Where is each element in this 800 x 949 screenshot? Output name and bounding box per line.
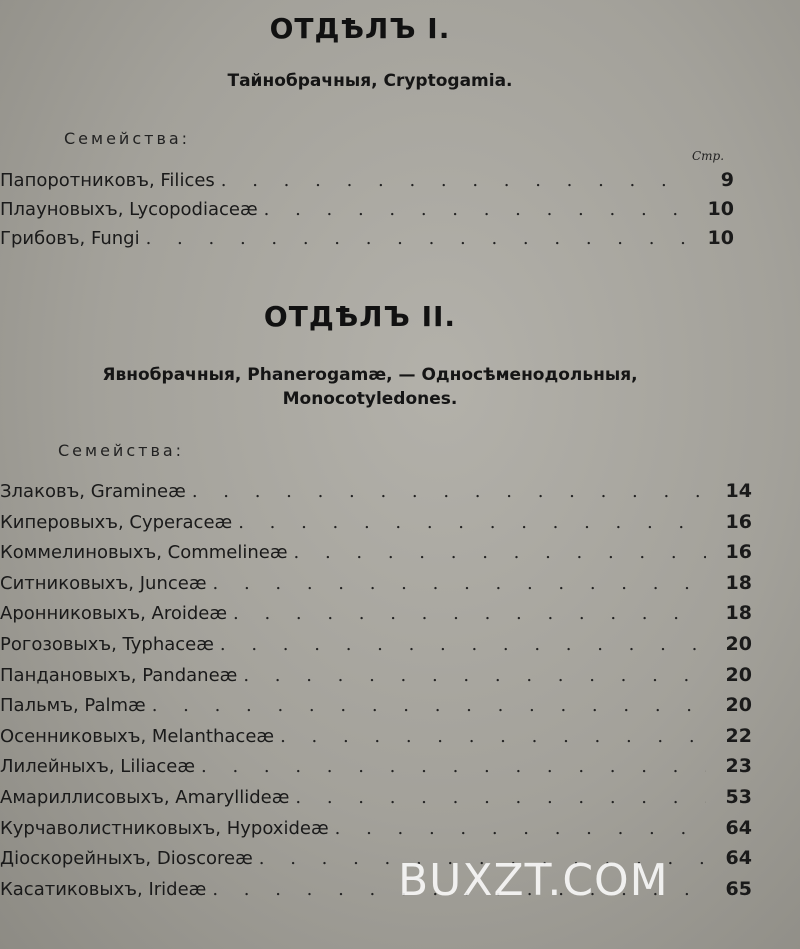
toc-entry-page-number: 20: [725, 633, 752, 655]
toc-entry-page-number: 64: [725, 847, 752, 870]
toc-entry: [0, 480, 752, 502]
toc-entry: [0, 198, 734, 220]
toc-entry: [0, 541, 752, 563]
section-2-families-label: Семейства:: [58, 441, 185, 460]
toc-entry: [0, 694, 752, 716]
toc-entry-page-number: 16: [725, 510, 752, 533]
toc-entry-name: Пандановыхъ, Pandaneæ: [0, 664, 238, 686]
toc-entry-name: Амариллисовыхъ, Amaryllideæ: [0, 787, 290, 808]
toc-entry: [0, 786, 752, 808]
dot-leader: [220, 634, 706, 655]
toc-entry-name: Лилейныхъ, Liliaceæ: [0, 756, 196, 778]
watermark: BUXZT.COM: [398, 855, 669, 906]
toc-entry: [0, 572, 752, 594]
toc-entry-page-number: 23: [725, 755, 752, 778]
toc-entry: [0, 633, 752, 655]
dot-leader: [192, 481, 706, 502]
toc-entry-name: Грибовъ, Fungi: [0, 228, 140, 249]
toc-entry-page-number: 14: [725, 480, 752, 502]
toc-entry: [0, 725, 752, 747]
dot-leader: [264, 199, 688, 220]
toc-entry-name: Пальмъ, Palmæ: [0, 695, 146, 717]
toc-entry-page-number: 16: [725, 541, 752, 564]
toc-entry-name: Осенниковыхъ, Melanthaceæ: [0, 725, 275, 747]
toc-entry-name: Рогозовыхъ, Typhaceæ: [0, 634, 214, 655]
toc-entry-name: Коммелиновыхъ, Commelineæ: [0, 542, 288, 564]
section-1-families-label: Семейства:: [64, 129, 191, 148]
section-1-title: ОТДѢЛЪ I.: [269, 12, 451, 45]
toc-entry-name: Діоскорейныхъ, Dioscoreæ: [0, 848, 253, 870]
toc-entry-page-number: 10: [707, 198, 734, 220]
toc-entry-name: Ситниковыхъ, Junceæ: [0, 572, 207, 594]
toc-entry: [0, 511, 752, 533]
toc-entry-page-number: 18: [725, 571, 752, 594]
toc-entry-page-number: 18: [725, 602, 752, 625]
dot-leader: [294, 542, 706, 563]
section-2-subtitle-line-2: Monocotyledones.: [282, 389, 458, 409]
dot-leader: [295, 787, 706, 808]
toc-entry-name: Злаковъ, Gramineæ: [0, 481, 186, 502]
page-column-label: Стр.: [692, 149, 725, 163]
toc-entry-page-number: 10: [707, 227, 734, 249]
dot-leader: [213, 573, 706, 594]
toc-entry-page-number: 65: [725, 877, 752, 900]
toc-entry-page-number: 20: [725, 663, 752, 686]
toc-entry-name: Папоротниковъ, Filices: [0, 170, 215, 191]
dot-leader: [238, 512, 706, 533]
toc-entry-name: Курчаволистниковыхъ, Hypoxideæ: [0, 817, 329, 839]
dot-leader: [233, 603, 706, 624]
toc-entry-page-number: 64: [725, 816, 752, 839]
toc-entry-page-number: 20: [725, 694, 752, 717]
toc-entry: [0, 602, 752, 624]
dot-leader: [243, 665, 706, 686]
toc-entry: [0, 169, 734, 191]
dot-leader: [201, 756, 706, 777]
toc-entry-name: Киперовыхъ, Cyperaceæ: [0, 511, 233, 533]
toc-entry-page-number: 22: [725, 724, 752, 747]
toc-entry: [0, 755, 752, 777]
toc-entry-name: Касатиковыхъ, Irideæ: [0, 878, 207, 900]
section-2-title: ОТДѢЛЪ II.: [263, 300, 457, 333]
dot-leader: [152, 695, 706, 716]
toc-entry-name: Аронниковыхъ, Aroideæ: [0, 603, 228, 625]
toc-entry-name: Плауновыхъ, Lycopodiaceæ: [0, 199, 258, 220]
section-2-subtitle-line-1: Явнобрачныя, Phanerogamæ, — Односѣменодольныя,: [102, 365, 638, 385]
toc-entry: [0, 227, 734, 249]
dot-leader: [335, 818, 706, 839]
section-1-subtitle: Тайнобрачныя, Cryptogamia.: [227, 71, 513, 91]
toc-entry: [0, 664, 752, 686]
toc-entry-page-number: 9: [720, 169, 734, 191]
dot-leader: [280, 726, 706, 747]
toc-entry-page-number: 53: [725, 786, 752, 808]
dot-leader: [146, 228, 688, 249]
dot-leader: [221, 170, 688, 191]
toc-entry: [0, 817, 752, 839]
